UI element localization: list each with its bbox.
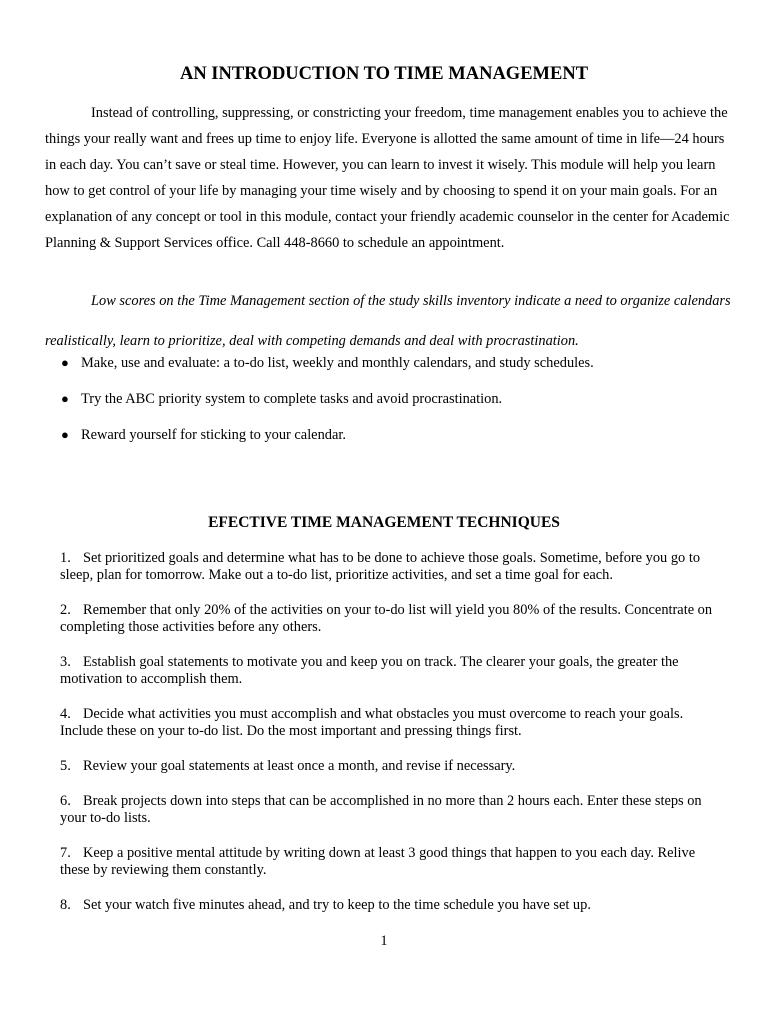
technique-text: Remember that only 20% of the activities on your to-do list will yield you 80% of the results. Concentrate on completing those activities before any others. (60, 602, 713, 635)
item-number: 2. (60, 602, 71, 618)
item-number: 1. (60, 550, 71, 566)
inventory-note-text: Low scores on the Time Management section of the study skills inventory indicate a need to organize calendars realistically, learn to prioritize, deal with competing demands and deal with procrastination. (45, 293, 731, 349)
bullet-icon: ● (61, 391, 69, 406)
inventory-note (45, 281, 735, 361)
technique-item (60, 793, 728, 827)
technique-item (60, 897, 728, 914)
list-item (59, 353, 729, 389)
list-item-text: Make, use and evaluate: a to-do list, weekly and monthly calendars, and study schedules. (81, 355, 594, 371)
item-number: 8. (60, 897, 71, 913)
list-item-text: Try the ABC priority system to complete tasks and avoid procrastination. (81, 391, 503, 407)
list-item (59, 425, 729, 461)
page-number: 1 (380, 933, 388, 949)
item-number: 5. (60, 758, 71, 774)
technique-item (60, 654, 728, 688)
recommendation-list (59, 353, 729, 461)
item-number: 3. (60, 654, 71, 670)
bullet-icon: ● (61, 355, 69, 370)
technique-text: Review your goal statements at least once a month, and revise if necessary. (83, 758, 516, 774)
page-title: AN INTRODUCTION TO TIME MANAGEMENT (179, 64, 589, 84)
item-number: 4. (60, 706, 71, 722)
technique-item (60, 602, 728, 636)
technique-text: Decide what activities you must accomplish and what obstacles you must overcome to reach your goals. Include these on your to-do list. Do the most important and pressing things first. (60, 706, 684, 739)
item-number: 7. (60, 845, 71, 861)
technique-text: Break projects down into steps that can be accomplished in no more than 2 hours each. Enter these steps on your to-do lists. (60, 793, 702, 826)
technique-text: Set your watch five minutes ahead, and try to keep to the time schedule you have set up. (83, 897, 591, 913)
technique-item (60, 706, 728, 740)
technique-text: Establish goal statements to motivate you and keep you on track. The clearer your goals, the greater the motivation to accomplish them. (60, 654, 679, 687)
technique-text: Keep a positive mental attitude by writing down at least 3 good things that happen to you each day. Relive these by reviewing them constantly. (60, 845, 696, 878)
technique-item (60, 845, 728, 879)
intro-paragraph (45, 100, 735, 256)
list-item (59, 389, 729, 425)
technique-item (60, 550, 728, 584)
list-item-text: Reward yourself for sticking to your calendar. (81, 427, 346, 443)
intro-text: Instead of controlling, suppressing, or constricting your freedom, time management enables you to achieve the things your really want and frees up time to enjoy life. Everyone is allotted the same amount of time in life—24 hours in each day. You can’t save or steal time. However, you can learn to invest it wisely. This module will help you learn how to get control of your life by managing your time wisely and by choosing to spend it on your main goals. For an explanation of any concept or tool in this module, contact your friendly academic counselor in the center for Academic Planning & Support Services office. Call 448-8660 to schedule an appointment. (45, 105, 730, 251)
bullet-icon: ● (61, 427, 69, 442)
techniques-list (60, 550, 728, 932)
technique-item (60, 758, 728, 775)
item-number: 6. (60, 793, 71, 809)
section-heading: EFECTIVE TIME MANAGEMENT TECHNIQUES (208, 514, 560, 531)
technique-text: Set prioritized goals and determine what has to be done to achieve those goals. Sometime, before you go to sleep, plan for tomorrow. Make out a to-do list, prioritize activities, and set a time goal for each. (60, 550, 701, 583)
